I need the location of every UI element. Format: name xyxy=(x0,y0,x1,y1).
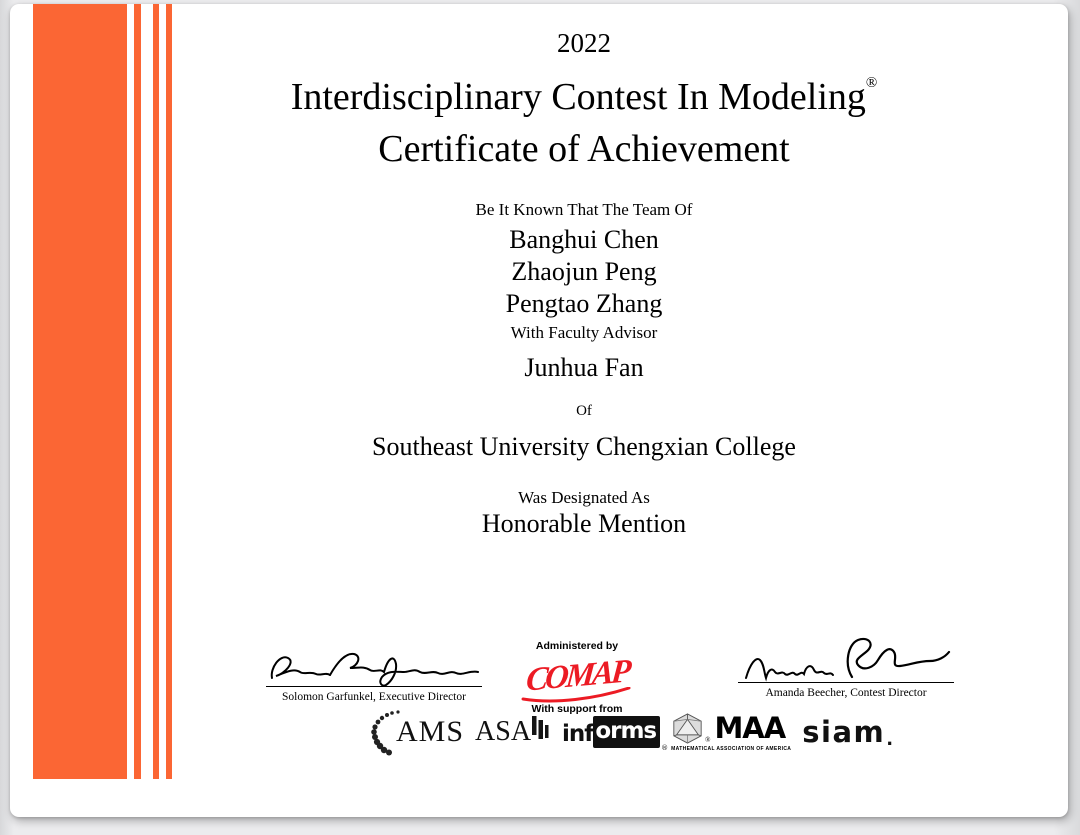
maa-logo-top xyxy=(671,710,786,745)
designation-name: Honorable Mention xyxy=(481,509,687,538)
maa-logo-caption: MATHEMATICAL ASSOCIATION OF AMERICA xyxy=(671,745,792,752)
informs-registered-mark: ® xyxy=(661,744,668,752)
maa-logo xyxy=(671,710,792,752)
signature-right-script-icon xyxy=(738,634,952,682)
signature-right-line xyxy=(738,682,954,683)
siam-logo xyxy=(802,715,894,749)
accent-stripe-3 xyxy=(166,4,173,779)
team-member-2: Zhaojun Peng xyxy=(511,257,657,286)
informs-logo xyxy=(562,716,668,752)
accent-stripe-2 xyxy=(153,4,160,779)
signature-left-caption: Solomon Garfunkel, Executive Director xyxy=(282,691,466,703)
contest-title-text: Interdisciplinary Contest In Modeling xyxy=(290,76,866,118)
signature-left-line xyxy=(266,686,482,687)
maa-icosahedron-icon xyxy=(671,713,704,744)
ams-logo xyxy=(368,708,464,756)
with-support-from-label: With support from xyxy=(531,703,623,715)
maa-registered-mark: ® xyxy=(705,735,711,744)
team-member-1: Banghui Chen xyxy=(509,225,659,254)
registered-mark: ® xyxy=(865,75,878,91)
maa-logo-text: MAA xyxy=(714,710,786,745)
asa-logo xyxy=(475,716,551,748)
signature-block-right xyxy=(738,634,954,699)
asa-logo-text: ASA xyxy=(475,716,532,747)
certificate-subtitle: Certificate of Achievement xyxy=(378,128,790,170)
team-intro-label: Be It Known That The Team Of xyxy=(475,200,693,219)
signature-right-caption: Amanda Beecher, Contest Director xyxy=(765,687,927,699)
ams-logo-text: AMS xyxy=(396,715,465,748)
informs-logo-boxed: orms xyxy=(593,716,660,748)
year: 2022 xyxy=(557,28,611,58)
siam-logo-text: siam xyxy=(802,715,886,749)
administered-by-label: Administered by xyxy=(535,640,619,652)
contest-title xyxy=(174,76,994,116)
signature-left-script-icon xyxy=(268,644,482,686)
comap-swoosh-icon xyxy=(521,687,633,703)
asa-bars-icon xyxy=(532,716,551,746)
comap-logo-text: COMAP xyxy=(524,653,630,699)
accent-bar-wide xyxy=(33,4,127,779)
team-member-3: Pengtao Zhang xyxy=(505,289,663,318)
institution-name: Southeast University Chengxian College xyxy=(372,432,796,461)
advisor-intro-label: With Faculty Advisor xyxy=(510,323,658,342)
sponsor-logos-row xyxy=(368,706,895,758)
accent-stripe-1 xyxy=(134,4,141,779)
designation-intro-label: Was Designated As xyxy=(518,488,650,507)
administration-block xyxy=(497,640,657,715)
of-label: Of xyxy=(576,403,592,419)
certificate-page xyxy=(10,4,1068,817)
comap-logo xyxy=(497,654,657,702)
signature-block-left xyxy=(266,644,482,703)
informs-logo-prefix: inf xyxy=(562,721,594,747)
advisor-name: Junhua Fan xyxy=(524,353,644,382)
siam-period-mark: . xyxy=(886,729,895,750)
